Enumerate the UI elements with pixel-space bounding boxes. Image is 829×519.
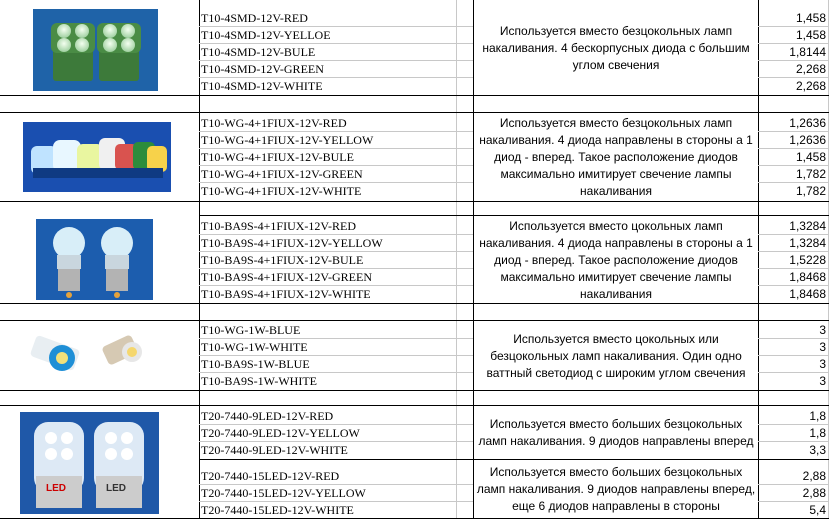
- product-description: Используется вместо цокольных или безцокольных ламп накаливания. Один одно ваттный светодиод с широким углом свечения: [486, 331, 746, 380]
- product-photo-smd: [33, 9, 158, 91]
- price: 1,458: [795, 28, 826, 42]
- product-code: T10-BA9S-4+1FIUX-12V-GREEN: [201, 270, 372, 284]
- product-photo-ba9s: [36, 219, 153, 300]
- product-description: Используется вместо безцокольных ламп накаливания. 4 диода направлены в стороны а 1 диод - вперед. Такое расположение диодов максимально имитирует свечение лампы накаливания: [479, 115, 753, 198]
- price: 1,8144: [789, 45, 826, 59]
- product-code: T10-BA9S-1W-WHITE: [201, 374, 317, 388]
- product-code: T10-4SMD-12V-RED: [201, 11, 308, 25]
- product-code: T20-7440-9LED-12V-YELLOW: [201, 426, 360, 440]
- price: 1,3284: [789, 219, 826, 233]
- price: 5,4: [809, 503, 826, 517]
- product-description: Используется вместо больших безцокольных ламп накаливания. 9 диодов направлены вперед: [478, 416, 754, 448]
- price: 1,458: [795, 11, 826, 25]
- product-code: T10-WG-4+1FIUX-12V-YELLOW: [201, 133, 374, 147]
- product-code: T10-WG-4+1FIUX-12V-RED: [201, 116, 347, 130]
- product-code: T10-WG-1W-WHITE: [201, 340, 308, 354]
- product-code: T10-WG-4+1FIUX-12V-GREEN: [201, 167, 363, 181]
- price: 3,3: [809, 443, 826, 457]
- product-photo-wedge: [23, 122, 171, 192]
- product-photo-1w: [20, 322, 158, 388]
- product-code: T10-4SMD-12V-WHITE: [201, 79, 323, 93]
- product-code: T10-BA9S-4+1FIUX-12V-BULE: [201, 253, 364, 267]
- product-code: T10-WG-4+1FIUX-12V-WHITE: [201, 184, 362, 198]
- divider: [0, 112, 829, 113]
- price: 3: [819, 357, 826, 371]
- product-code: T10-BA9S-4+1FIUX-12V-RED: [201, 219, 356, 233]
- product-description: Используется вместо цокольных ламп накаливания. 4 диода направлены в стороны а 1 диод - вперед. Такое расположение диодов максимально имитирует свечение лампы накаливания: [479, 218, 753, 301]
- price: 1,3284: [789, 236, 826, 250]
- product-code: T10-BA9S-4+1FIUX-12V-WHITE: [201, 287, 371, 301]
- price: 2,268: [795, 62, 826, 76]
- product-code: T10-BA9S-1W-BLUE: [201, 357, 310, 371]
- price: 2,268: [795, 79, 826, 93]
- price: 1,8: [809, 426, 826, 440]
- product-description: Используется вместо больших безцокольных ламп накаливания. 9 диодов направлены вперед, еще 6 диодов направлены в стороны: [476, 464, 756, 513]
- product-code: T20-7440-9LED-12V-RED: [201, 409, 334, 423]
- led-label: LED: [46, 483, 66, 494]
- product-photo-t20: [20, 412, 159, 514]
- price: 1,458: [795, 150, 826, 164]
- product-code: T10-4SMD-12V-YELLOE: [201, 28, 331, 42]
- price: 1,8: [809, 409, 826, 423]
- price: 1,2636: [789, 116, 826, 130]
- price: 1,2636: [789, 133, 826, 147]
- product-code: T20-7440-15LED-12V-WHITE: [201, 503, 354, 517]
- product-code: T20-7440-15LED-12V-RED: [201, 469, 340, 483]
- price: 3: [819, 340, 826, 354]
- divider: [0, 390, 829, 391]
- divider: [199, 459, 829, 460]
- product-code: T20-7440-15LED-12V-YELLOW: [201, 486, 366, 500]
- divider: [199, 215, 829, 216]
- led-label: LED: [106, 483, 126, 494]
- divider: [0, 405, 829, 406]
- price: 2,88: [802, 486, 826, 500]
- divider: [0, 320, 829, 321]
- divider: [0, 201, 829, 202]
- price: 1,782: [795, 184, 826, 198]
- product-description: Используется вместо безцокольных ламп накаливания. 4 бескорпусных диода с большим углом свечения: [482, 23, 750, 72]
- product-code: T20-7440-9LED-12V-WHITE: [201, 443, 348, 457]
- divider: [0, 303, 829, 304]
- product-code: T10-BA9S-4+1FIUX-12V-YELLOW: [201, 236, 383, 250]
- product-code: T10-4SMD-12V-GREEN: [201, 62, 324, 76]
- divider: [0, 95, 829, 96]
- product-code: T10-4SMD-12V-BULE: [201, 45, 316, 59]
- price: 3: [819, 374, 826, 388]
- price: 3: [819, 323, 826, 337]
- price: 1,5228: [789, 253, 826, 267]
- price: 1,8468: [789, 287, 826, 301]
- product-code: T10-WG-4+1FIUX-12V-BULE: [201, 150, 354, 164]
- price: 1,782: [795, 167, 826, 181]
- price: 1,8468: [789, 270, 826, 284]
- product-code: T10-WG-1W-BLUE: [201, 323, 301, 337]
- price: 2,88: [802, 469, 826, 483]
